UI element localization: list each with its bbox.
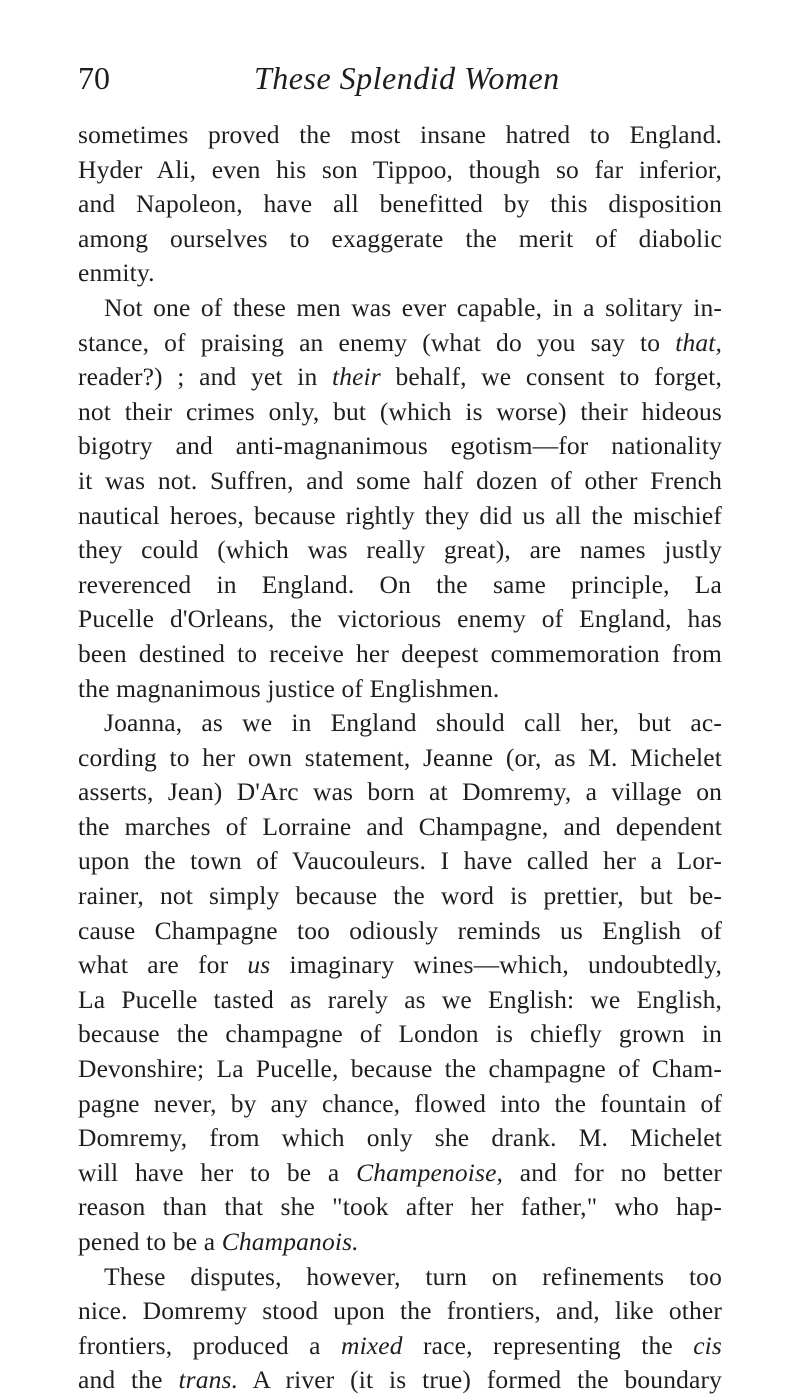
text-segment: bigotry and anti-magnanimous egotism—for nationality: [78, 431, 722, 461]
text-segment: it was not. Suffren, and some half dozen of other French: [78, 465, 722, 495]
text-segment: These disputes, however, turn on refinements too: [104, 1261, 722, 1291]
text-line: [78, 222, 722, 257]
text-segment: Devonshire; La Pucelle, because the champagne of Cham-: [78, 1054, 722, 1084]
text-segment: pagne never, by any chance, flowed into the fountain of: [78, 1088, 722, 1118]
running-head: [78, 58, 722, 102]
text-segment: nice. Domremy stood upon the frontiers, and, like other: [78, 1296, 722, 1326]
text-line: [78, 499, 722, 534]
text-segment: imaginary wines—which, undoubtedly,: [270, 950, 722, 980]
text-segment: cause Champagne too odiously reminds us English of: [78, 915, 722, 945]
text-segment: Joanna, as we in England should call her, but ac-: [104, 708, 722, 738]
text-line: [78, 326, 722, 361]
text-segment: behalf, we consent to forget,: [380, 362, 722, 392]
text-line: [78, 810, 722, 845]
text-line: [78, 1087, 722, 1122]
text-line: [78, 1052, 722, 1087]
text-segment: sometimes proved the most insane hatred to England.: [78, 120, 722, 149]
text-line: [78, 187, 722, 222]
text-segment: stance, of praising an enemy (what do you say to: [78, 327, 676, 357]
text-segment: the marches of Lorraine and Champagne, and dependent: [78, 811, 722, 841]
text-segment: been destined to receive her deepest commemoration from: [78, 638, 722, 668]
text-line: [78, 464, 722, 499]
text-line: [78, 602, 722, 637]
text-segment: race, representing the: [402, 1330, 694, 1360]
text-segment: rainer, not simply because the word is prettier, but be-: [78, 881, 722, 911]
text-line: [78, 533, 722, 568]
text-segment: what are for: [78, 950, 248, 980]
text-segment: Pucelle d'Orleans, the victorious enemy of England, has: [78, 604, 722, 634]
text-line: [78, 291, 722, 326]
text-line: [78, 360, 722, 395]
italic-text: us: [247, 950, 271, 980]
text-line: [78, 256, 722, 291]
text-line: [78, 844, 722, 879]
italic-text: cis: [693, 1330, 722, 1360]
text-segment: and the: [78, 1365, 179, 1395]
body-text: [78, 118, 722, 1398]
running-title: These Splendid Women: [254, 60, 560, 96]
italic-text: their: [331, 362, 381, 392]
text-segment: among ourselves to exaggerate the merit of diabolic: [78, 223, 722, 253]
text-segment: frontiers, produced a: [78, 1330, 341, 1360]
text-line: [78, 741, 722, 776]
page-number: 70: [78, 60, 110, 96]
text-segment: Domremy, from which only she drank. M. Michelet: [78, 1123, 722, 1153]
text-line: [78, 568, 722, 603]
italic-text: trans.: [178, 1365, 239, 1395]
text-segment: not their crimes only, but (which is worse) their hideous: [78, 396, 722, 426]
text-segment: La Pucelle tasted as rarely as we English: we English,: [78, 984, 722, 1014]
text-line: [78, 1156, 722, 1191]
text-line: [78, 775, 722, 810]
text-segment: the magnanimous justice of Englishmen.: [78, 673, 500, 703]
text-segment: reader?) ; and yet in: [78, 362, 332, 392]
text-segment: pened to be a: [78, 1227, 222, 1256]
text-line: [78, 1294, 722, 1329]
text-segment: reason than that she "took after her father," who hap-: [78, 1192, 722, 1222]
text-line: [78, 118, 722, 153]
text-line: [78, 1225, 722, 1260]
text-line: [78, 1363, 722, 1398]
text-segment: enmity.: [78, 258, 155, 288]
book-page: [78, 0, 722, 1395]
text-segment: and for no better: [503, 1157, 722, 1187]
text-segment: A river (it is true) formed the boundary: [238, 1365, 722, 1395]
text-line: [78, 1017, 722, 1052]
text-line: [78, 395, 722, 430]
text-segment: Not one of these men was ever capable, in a solitary in-: [104, 292, 722, 322]
text-segment: Hyder Ali, even his son Tippoo, though so far inferior,: [78, 154, 722, 184]
italic-text: mixed: [341, 1330, 403, 1360]
text-line: [78, 706, 722, 741]
italic-text: that,: [675, 327, 722, 357]
text-line: [78, 879, 722, 914]
text-segment: asserts, Jean) D'Arc was born at Domremy, a village on: [78, 777, 722, 807]
text-line: [78, 153, 722, 188]
text-segment: upon the town of Vaucouleurs. I have called her a Lor-: [78, 846, 722, 876]
italic-text: Champanois.: [221, 1227, 359, 1256]
text-line: [78, 914, 722, 949]
text-line: [78, 429, 722, 464]
text-line: [78, 672, 722, 707]
text-segment: cording to her own statement, Jeanne (or, as M. Michelet: [78, 742, 722, 772]
text-segment: nautical heroes, because rightly they did us all the mischief: [78, 500, 722, 530]
text-segment: reverenced in England. On the same principle, La: [78, 569, 722, 599]
text-segment: and Napoleon, have all benefitted by this disposition: [78, 189, 722, 219]
italic-text: Champenoise,: [356, 1157, 504, 1187]
text-line: [78, 983, 722, 1018]
text-line: [78, 1329, 722, 1364]
text-segment: they could (which was really great), are names justly: [78, 535, 722, 565]
text-line: [78, 1121, 722, 1156]
text-line: [78, 637, 722, 672]
text-segment: because the champagne of London is chiefly grown in: [78, 1019, 722, 1049]
text-line: [78, 1190, 722, 1225]
text-line: [78, 948, 722, 983]
text-line: [78, 1260, 722, 1295]
text-segment: will have her to be a: [78, 1157, 357, 1187]
